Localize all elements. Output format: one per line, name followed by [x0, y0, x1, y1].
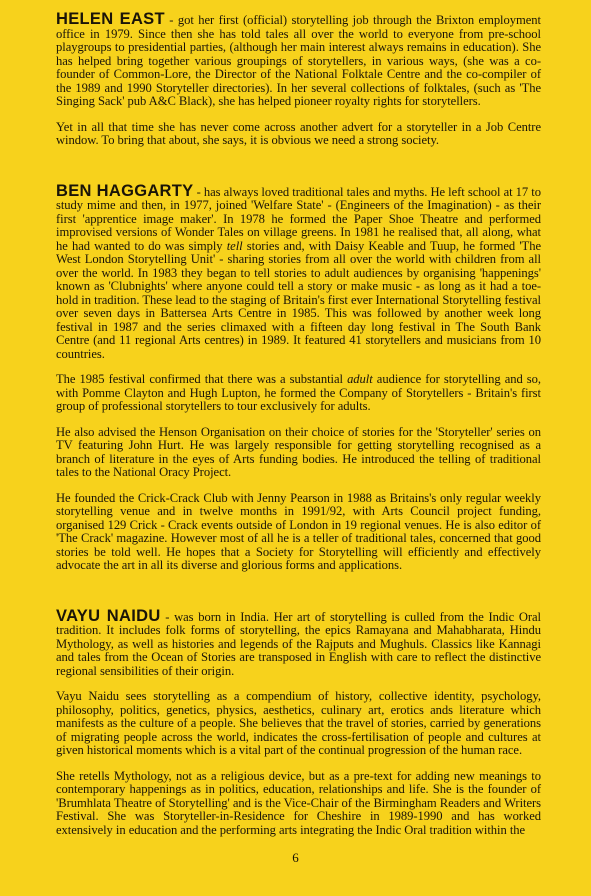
bio-text: stories and, with Daisy Keable and Tuup, he formed 'The West London Storytelling Unit' - sharing stories from all over the world with children from all over the world. In 1983 they began to tell stories to adult audiences by organising 'happenings' known as 'Clubnights' where anyone could tell a story or make music - as long as it had a toe-hold in tradition. These lead to the staging of Britain's first ever International Storytelling festival over seven days in Battersea Arts Centre in 1985. This was followed by another week long festival in 1987 and the series climaxed with a fifteen day long festival in The South Bank Centre (and 11 regional Arts centres) in 1989. It featured 41 storytellers and musicians from 10 countries.: [56, 238, 541, 361]
bio-name: BEN HAGGARTY: [56, 181, 194, 200]
bio-text: - has always loved traditional tales and myths. He left school at 17 to study mime and then, in 1977, joined 'Welfare State' - (Engineers of the Imagination) - as their first 'apprentice image maker'. In 1978 he formed the Paper Shoe Theatre and performed improvised versions of Wonder Tales on village greens. In 1981 he realised that, all along, what he had wanted to do was simply: [56, 184, 541, 253]
bio-text: - was born in India. Her art of storytelling is culled from the Indic Oral tradition. It includes folk forms of storytelling, the epics Ramayana and Mahabharata, Hindu Mythology, as well as histories and legends of the Rajputs and Mughuls. Classics like Kannagi and tales from the Ocean of Stories are transposed in English with care to reflect the distinctive regional sensibilities of their origin.: [56, 609, 541, 678]
bio-helen-east: [56, 10, 541, 148]
bio-paragraph: She retells Mythology, not as a religious device, but as a pre-text for adding new meanings to contemporary happenings as in politics, education, relationships and life. She is the founder of 'Brumhlata Theatre of Storytelling' and is the Vice-Chair of the Birmingham Readers and Writers Festival. She was Storyteller-in-Residence for Cheshire in 1989-1990 and has worked extensively in education and the performing arts integrating the Indic Oral tradition within the: [56, 768, 541, 837]
bio-vayu-naidu: [56, 606, 541, 838]
bio-name: VAYU NAIDU: [56, 606, 161, 625]
bio-paragraph: [56, 10, 541, 109]
bio-paragraph: [56, 606, 541, 679]
bio-text: audience for storytelling and so, with Pomme Clayton and Hugh Lupton, he formed the Company of Storytellers - Britain's first group of professional storytellers to tour exclusively for adults.: [56, 372, 542, 413]
emphasis-text: tell: [226, 238, 243, 253]
bio-name: HELEN EAST: [56, 10, 165, 28]
bio-paragraph: [56, 373, 541, 414]
bio-paragraph: He also advised the Henson Organisation on their choice of stories for the 'Storyteller' series on TV featuring John Hurt. He was largely responsible for getting storytelling recognised as a branch of literature in the eyes of Arts funding bodies. He introduced the telling of traditional tales to the National Oracy Project.: [56, 424, 541, 479]
page-number: 6: [292, 850, 299, 865]
bio-text: - got her first (official) storytelling job through the Brixton employment office in 1979. Since then she has told tales all over the world to everyone from pre-school playgroups to presidential parties, (although her main interest always remains in education). She has helped bring together various groupings of storytellers, in various ways, (she was a co-founder of Common-Lore, the Director of the National Folktale Centre and the co-compiler of the 1989 and 1990 Storyteller directories). In her several collections of folktales, (such as 'The Singing Sack' pub A&C Black), she has helped pioneer royalty rights for storytellers.: [56, 13, 541, 108]
bio-paragraph: Yet in all that time she has never come across another advert for a storyteller in a Job Centre window. To bring that about, she says, it is obvious we need a strong society.: [56, 119, 541, 147]
bio-ben-haggarty: [56, 181, 542, 573]
emphasis-text: adult: [347, 372, 373, 386]
bio-paragraph: [56, 181, 541, 362]
bio-paragraph: He founded the Crick-Crack Club with Jenny Pearson in 1988 as Britains's only regular weekly storytelling venue and in twelve months in 1991/92, with Arts Council project funding, organised 129 Crick - Crack events outside of London in 19 regional venues. He is also editor of 'The Crack' magazine. However most of all he is a teller of traditional tales, concerned that good stories be told well. He hopes that a Society for Storytelling will efficiently and effectively advocate the art in all its diverse and glorious forms and applications.: [56, 490, 541, 572]
bio-paragraph: Vayu Naidu sees storytelling as a compendium of history, collective identity, psychology, philosophy, politics, genetics, physics, aesthetics, culinary art, erotics ands literature which manifests as the culture of a people. She believes that the travel of stories, carried by generations of migrating people across the world, indicates the cross-fertilisation of people and cultures at given historical moments which is a vital part of the continual progression of the human race.: [56, 689, 541, 757]
bio-text: The 1985 festival confirmed that there was a substantial: [56, 372, 348, 386]
